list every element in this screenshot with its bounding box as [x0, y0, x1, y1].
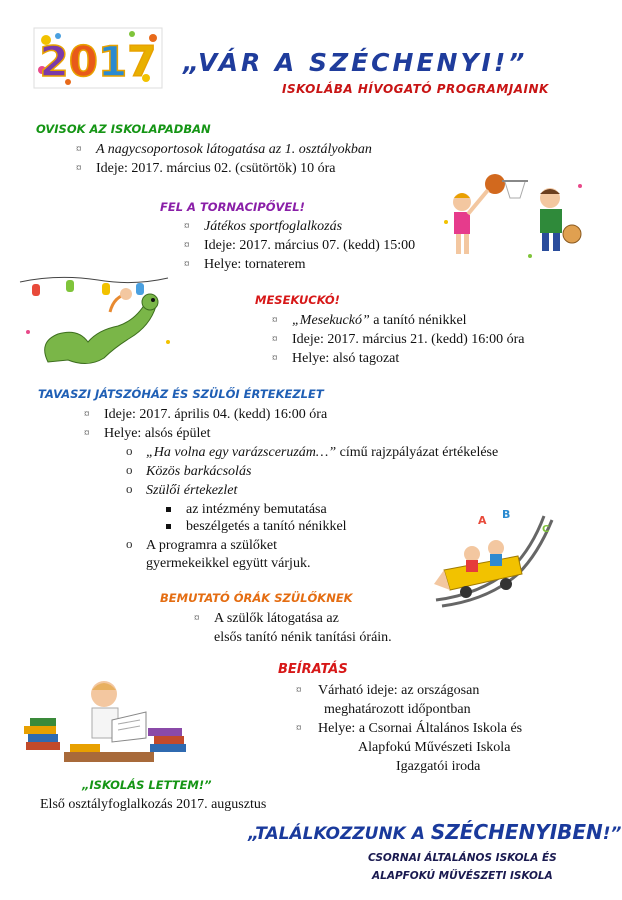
- child-reading-books-illustration: [20, 672, 195, 768]
- list-marker-icon: ¤: [76, 162, 82, 174]
- section-heading-ovisok: OVISOK AZ ISKOLAPADBAN: [36, 122, 211, 136]
- circle-bullet-icon: o: [126, 481, 133, 496]
- section-heading-beiratas: BEÍRATÁS: [278, 662, 348, 677]
- square-bullet-icon: [166, 507, 171, 512]
- section-heading-bemutato: BEMUTATÓ ÓRÁK SZÜLŐKNEK: [160, 591, 353, 605]
- list-marker-icon: ¤: [272, 314, 278, 326]
- circle-bullet-icon: o: [126, 462, 133, 477]
- section-heading-iskolas: „ISKOLÁS LETTEM!”: [82, 778, 212, 792]
- list-marker-icon: ¤: [184, 220, 190, 232]
- circle-bullet-icon: o: [126, 536, 133, 551]
- circle-bullet-icon: o: [126, 443, 133, 458]
- square-bullet-icon: [166, 524, 171, 529]
- list-marker-icon: ¤: [76, 143, 82, 155]
- svg-text:2017: 2017: [39, 37, 157, 86]
- section-heading-mesekucko: MESEKUCKÓ!: [255, 293, 340, 307]
- list-marker-icon: ¤: [272, 352, 278, 364]
- page-title: „VÁR A SZÉCHENYI!”: [183, 48, 528, 77]
- school-name-line-2: ALAPFOKÚ MŰVÉSZETI ISKOLA: [372, 870, 553, 882]
- dragon-lanterns-illustration: [18, 272, 178, 372]
- pencil-rollercoaster-illustration: [432, 508, 562, 608]
- page-subtitle: ISKOLÁBA HÍVOGATÓ PROGRAMJAINK: [282, 82, 549, 96]
- list-marker-icon: ¤: [84, 408, 90, 420]
- section-heading-jatszohaz: TAVASZI JÁTSZÓHÁZ ÉS SZÜLŐI ÉRTEKEZLET: [38, 387, 324, 401]
- svg-text:C: C: [542, 524, 550, 535]
- list-marker-icon: ¤: [296, 722, 302, 734]
- svg-text:A: A: [478, 514, 487, 527]
- school-name-line-1: CSORNAI ÁLTALÁNOS ISKOLA ÉS: [368, 852, 557, 864]
- list-marker-icon: ¤: [272, 333, 278, 345]
- list-marker-icon: ¤: [194, 612, 200, 624]
- closing-slogan: „TALÁLKOZZUNK A SZÉCHENYIBEN!”: [248, 820, 622, 844]
- list-marker-icon: ¤: [84, 427, 90, 439]
- year-2017-logo-icon: [28, 22, 168, 94]
- list-marker-icon: ¤: [184, 258, 190, 270]
- kids-basketball-illustration: [440, 172, 590, 267]
- list-marker-icon: ¤: [296, 684, 302, 696]
- iskolas-detail: Első osztályfoglalkozás 2017. augusztus: [40, 797, 267, 812]
- svg-text:B: B: [502, 508, 511, 521]
- list-marker-icon: ¤: [184, 239, 190, 251]
- section-heading-tornacipo: FEL A TORNACIPŐVEL!: [160, 200, 305, 214]
